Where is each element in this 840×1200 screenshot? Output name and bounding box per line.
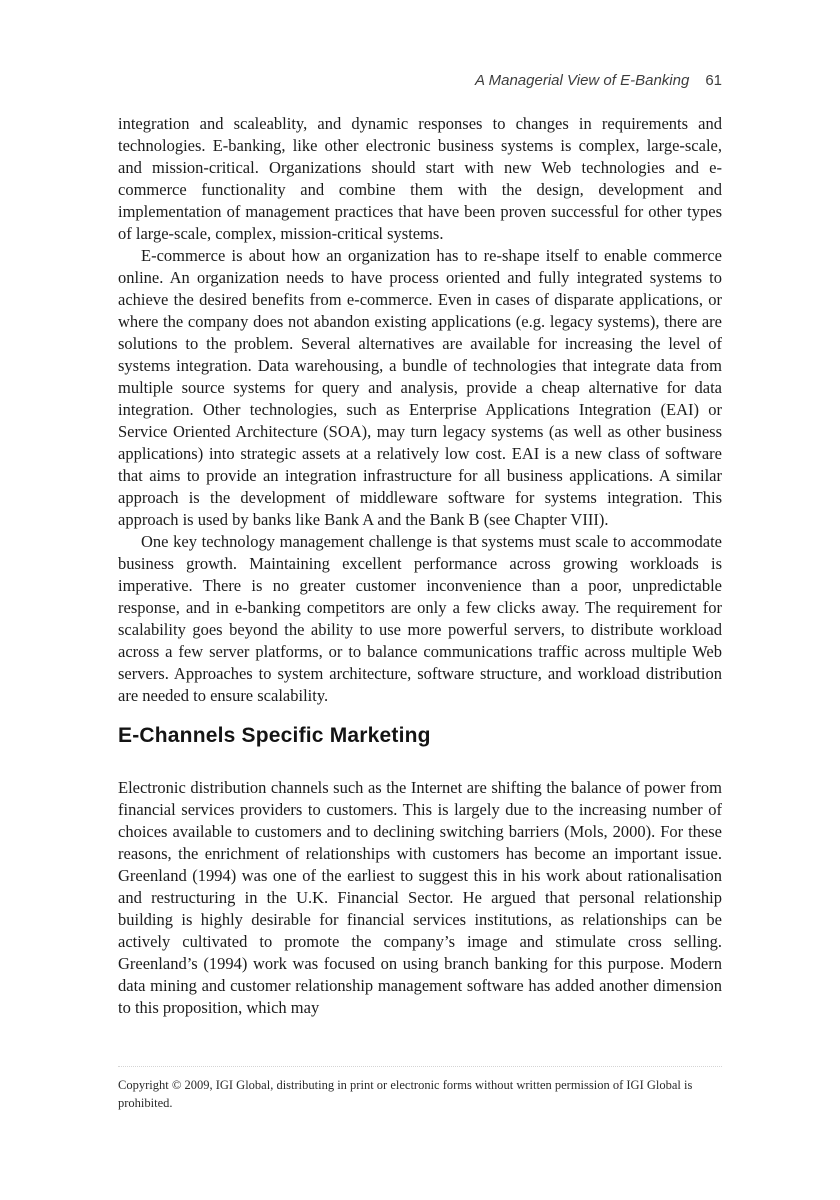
paragraph-echannels-marketing: Electronic distribution channels such as the Internet are shifting the balance of power from financial services providers to customers. This is largely due to the increasing number of choices available to customers and to declining switching barriers (Mols, 2000). For these reasons, the enrichment of relationships with customers has become an important issue. Greenland (1994) was one of the earliest to suggest this in his work about rationalisation and restructuring in the U.K. Financial Sector. He argued that personal relationship building is highly desirable for financial services institutions, as relationships can be actively cultivated to promote the company’s image and stimulate cross selling. Greenland’s (1994) work was focused on using branch banking for this purpose. Modern data mining and customer relationship management software has added another dimension to this proposition, which may — [118, 778, 722, 1017]
page-footer — [118, 1066, 722, 1112]
page-number: 61 — [705, 72, 722, 89]
footer-divider — [118, 1066, 722, 1067]
paragraph-ecommerce-reshape: E-commerce is about how an organization has to re-shape itself to enable commerce online. An organization needs to have process oriented and fully integrated systems to achieve the desired benefits from e-commerce. Even in cases of disparate applications, or where the company does not abandon existing applications (e.g. legacy systems), there are solutions to the problem. Several alternatives are available for increasing the level of systems integration. Data warehousing, a bundle of technologies that integrate data from multiple source systems for query and analysis, provide a cheap alternative for data integration. Other technologies, such as Enterprise Applications Integration (EAI) or Service Oriented Architecture (SOA), may turn legacy systems (as well as other business applications) into strategic assets at a relatively low cost. EAI is a new class of software that aims to provide an integration infrastructure for all business applications. A similar approach is the development of middleware software for systems integration. This approach is used by banks like Bank A and the Bank B (see Chapter VIII). — [118, 246, 722, 529]
paragraph-scalability: One key technology management challenge is that systems must scale to accommodate business growth. Maintaining excellent performance across growing workloads is imperative. There is no greater customer inconvenience than a poor, unpredictable response, and in e-banking competitors are only a few clicks away. The requirement for scalability goes beyond the ability to use more powerful servers, to distribute workload across a few server platforms, or to balance communications traffic across multiple Web servers. Approaches to system architecture, software structure, and workload distribution are needed to ensure scalability. — [118, 532, 722, 705]
page-header — [118, 72, 722, 89]
paragraph-continuation: integration and scaleablity, and dynamic responses to changes in requirements and technologies. E-banking, like other electronic business systems is complex, large-scale, and mission-critical. Organizations should start with new Web technologies and e-commerce functionality and combine them with the design, development and implementation of management practices that have been proven successful for other types of large-scale, complex, mission-critical systems. — [118, 114, 722, 243]
section-heading: E-Channels Specific Marketing — [118, 724, 431, 747]
body-text — [118, 113, 722, 1019]
running-head-title: A Managerial View of E-Banking — [475, 72, 690, 89]
copyright-notice: Copyright © 2009, IGI Global, distributing in print or electronic forms without written permission of IGI Global is prohibited. — [118, 1078, 693, 1110]
